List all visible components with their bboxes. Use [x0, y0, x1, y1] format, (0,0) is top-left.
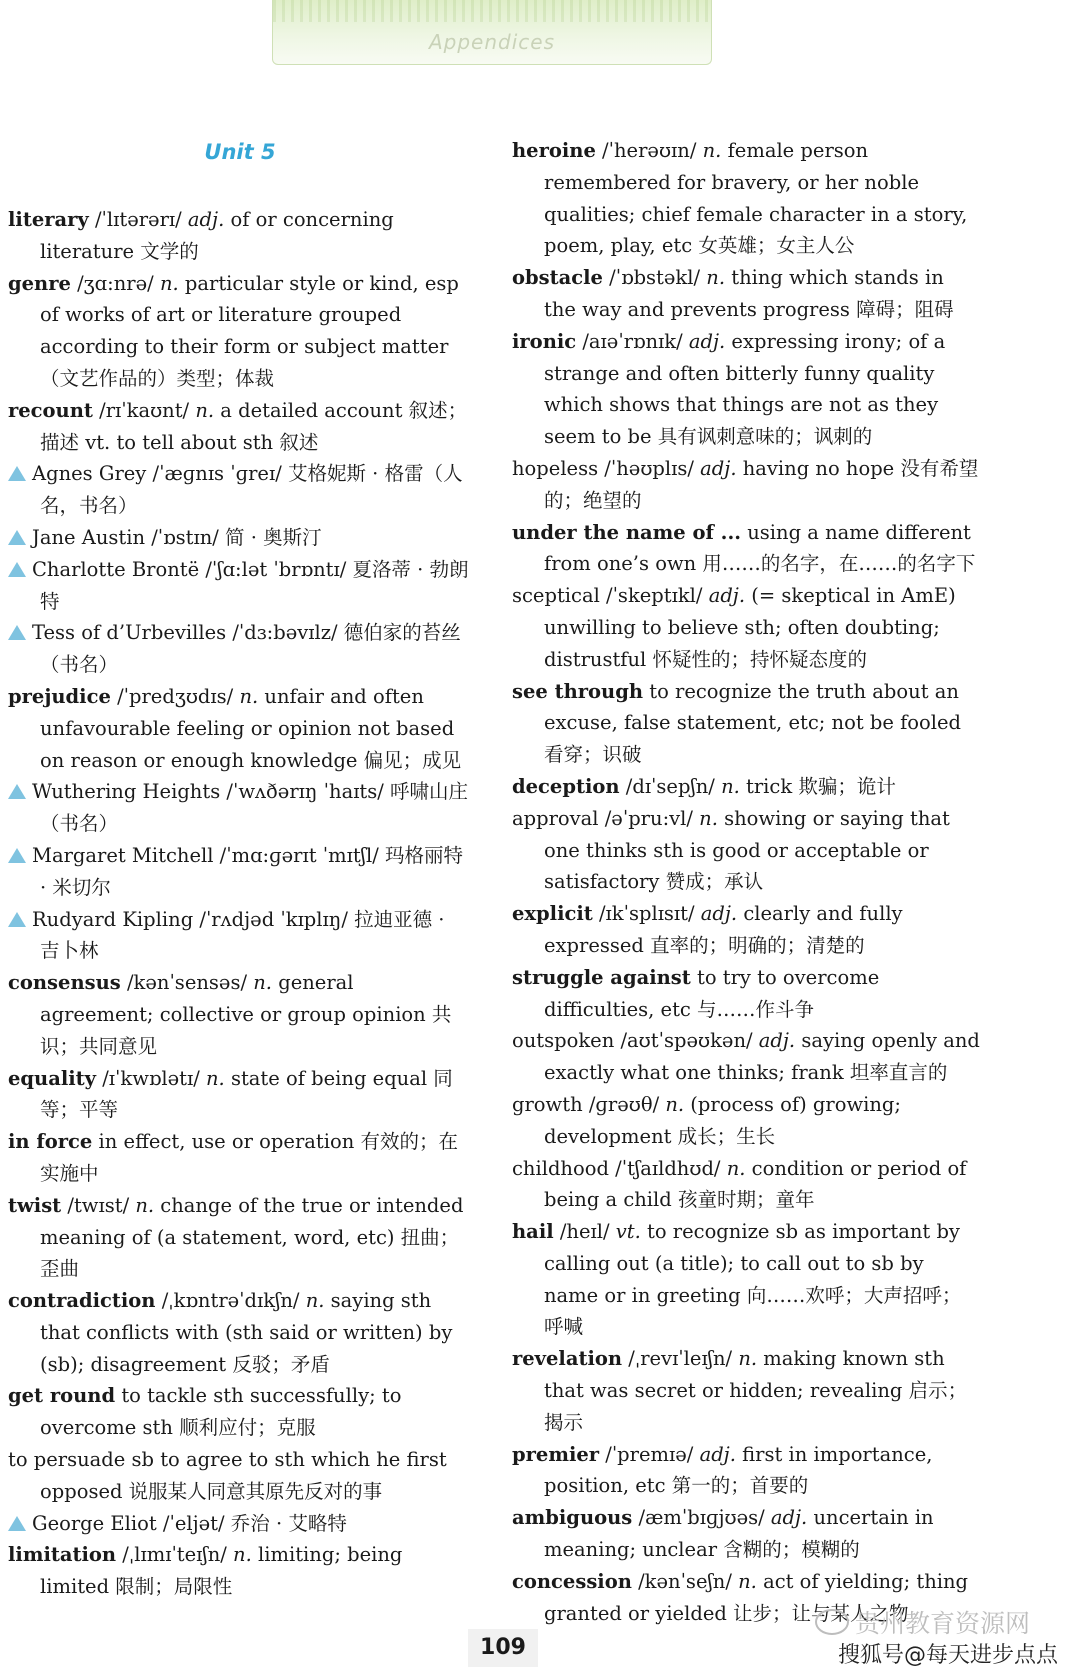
entry-definition: condition or period of being a child 孩童时期；童年 — [544, 1156, 967, 1212]
triangle-marker-icon — [8, 625, 26, 640]
entry-part-of-speech: n. — [135, 1193, 155, 1217]
entry-part-of-speech: n. — [239, 684, 259, 708]
entry-definition: saying sth that conflicts with (sth said or written) by (sb); disagreement 反驳；矛盾 — [40, 1289, 453, 1376]
entry-definition: trick 欺骗；诡计 — [739, 774, 896, 798]
glossary-entry — [512, 1025, 980, 1089]
entry-headword: heroine — [512, 139, 596, 162]
entry-definition: 拉迪亚德 · 吉卜林 — [40, 907, 445, 963]
entry-definition: unfair and often unfavourable feeling or opinion not based on reason or enough knowledge 偏见；成见 — [40, 684, 462, 772]
glossary-entry — [8, 1539, 470, 1603]
entry-definition: to recognize the truth about an excuse, false statement, etc; not be fooled 看穿；识破 — [544, 679, 962, 767]
right-glossary-column — [512, 135, 980, 1629]
entry-pronunciation: /ˈherəʊɪn/ — [595, 139, 703, 162]
entry-headword: ambiguous — [512, 1506, 633, 1530]
entry-part-of-speech: n. — [702, 139, 722, 162]
entry-definition: using a name different from one’s own 用……的名字，在……的名字下 — [544, 520, 976, 576]
glossary-entry — [8, 1063, 470, 1127]
entry-definition: expressing irony; of a strange and often bitterly funny quality which shows that things are not as they seem to be 具有讽刺意味的；讽刺的 — [544, 329, 946, 449]
entry-definition: general agreement; collective or group opinion 共识；共同意见 — [40, 971, 452, 1058]
entry-definition: (= skeptical in AmE) unwilling to believe sth; often doubting; distrustful 怀疑性的；持怀疑态度的 — [544, 584, 956, 671]
glossary-entry — [8, 1190, 470, 1285]
entry-pronunciation: growth /ɡrəʊθ/ — [512, 1092, 666, 1116]
entry-headword: concession — [512, 1569, 632, 1593]
triangle-marker-icon — [8, 530, 26, 545]
entry-headword: struggle against — [512, 965, 691, 989]
entry-pronunciation: outspoken /aʊtˈspəʊkən/ — [512, 1029, 759, 1053]
glossary-entry — [512, 1089, 980, 1153]
glossary-entry — [8, 395, 470, 459]
entry-pronunciation: /kənˈseʃn/ — [631, 1569, 739, 1593]
entry-pronunciation: hopeless /ˈhəʊplɪs/ — [512, 456, 701, 480]
entry-definition: 呼啸山庄（书名） — [40, 780, 469, 836]
entry-definition: of or concerning literature 文学的 — [40, 208, 394, 263]
entry-pronunciation: /ˈpremɪə/ — [599, 1442, 700, 1466]
entry-pronunciation: /dɪˈsepʃn/ — [619, 774, 722, 798]
entry-part-of-speech: adj. — [708, 584, 746, 608]
watermark-source — [815, 1604, 1030, 1640]
entry-headword: twist — [8, 1193, 62, 1217]
page-number: 109 — [468, 1629, 538, 1667]
entry-definition: particular style or kind, esp of works of art or literature grouped according to their form or subject matter（文艺作品的）类型；体裁 — [40, 271, 459, 390]
entry-definition: 乔治 · 艾略特 — [230, 1511, 347, 1535]
entry-part-of-speech: adj. — [700, 902, 738, 926]
glossary-entry — [512, 580, 980, 675]
entry-definition: female person remembered for bravery, or her noble qualities; chief female character in a story, poem, play, etc 女英雄；女主人公 — [544, 139, 968, 258]
entry-part-of-speech: n. — [721, 774, 740, 798]
entry-headword: consensus — [8, 971, 121, 995]
entry-part-of-speech: n. — [738, 1347, 758, 1371]
entry-headword: premier — [512, 1442, 600, 1466]
entry-part-of-speech: adj. — [770, 1506, 808, 1530]
glossary-entry — [8, 776, 470, 840]
entry-pronunciation: Rudyard Kipling /ˈrʌdjəd ˈkɪplɪŋ/ — [32, 907, 355, 931]
entry-part-of-speech: n. — [159, 271, 179, 295]
entry-headword: prejudice — [8, 684, 111, 708]
entry-definition: making known sth that was secret or hidden; revealing 启示；揭示 — [544, 1347, 968, 1434]
entry-pronunciation: Agnes Grey /ˈæɡnɪs ˈɡreɪ/ — [32, 462, 288, 486]
entry-pronunciation: childhood /ˈtʃaɪldhʊd/ — [512, 1156, 727, 1180]
entry-part-of-speech: n. — [253, 971, 273, 995]
entry-pronunciation: approval /əˈpru:vl/ — [512, 806, 700, 830]
entry-headword: revelation — [512, 1347, 623, 1371]
entry-headword: contradiction — [8, 1289, 156, 1313]
entry-definition: act of yielding; thing granted or yielded 让步；让与某人之物 — [544, 1569, 969, 1625]
entry-headword: ironic — [512, 329, 577, 353]
glossary-entry — [8, 1508, 470, 1540]
glossary-entry — [512, 1343, 980, 1438]
entry-headword: limitation — [8, 1543, 117, 1567]
entry-pronunciation: /rɪˈkaʊnt/ — [92, 398, 196, 422]
entry-part-of-speech: n. — [305, 1289, 325, 1313]
entry-part-of-speech: n. — [738, 1569, 757, 1593]
entry-definition: having no hope 没有希望的；绝望的 — [544, 456, 979, 512]
glossary-entry — [8, 268, 470, 395]
entry-pronunciation: /æmˈbɪɡjʊəs/ — [632, 1506, 771, 1530]
entry-definition: 德伯家的苔丝（书名） — [40, 621, 461, 677]
section-header-tab — [272, 0, 712, 65]
glossary-entry — [512, 803, 980, 898]
triangle-marker-icon — [8, 784, 26, 799]
entry-definition: 夏洛蒂 · 勃朗特 — [40, 557, 469, 613]
entry-part-of-speech: n. — [665, 1092, 685, 1116]
header-texture — [273, 0, 711, 22]
entry-pronunciation: Jane Austin /ˈɒstɪn/ — [32, 525, 226, 549]
entry-pronunciation: /ˈlɪtərərɪ/ — [88, 208, 188, 231]
glossary-entry — [8, 1380, 470, 1444]
glossary-entry — [512, 517, 980, 581]
unit-title: Unit 5 — [204, 140, 276, 164]
glossary-entry — [512, 453, 980, 517]
entry-definition: to persuade sb to agree to sth which he first opposed 说服某人同意其原先反对的事 — [8, 1448, 447, 1503]
entry-definition: uncertain in meaning; unclear 含糊的；模糊的 — [544, 1506, 934, 1562]
entry-definition: change of the true or intended meaning of (a statement, word, etc) 扭曲；歪曲 — [40, 1193, 464, 1281]
entry-definition: saying openly and exactly what one thinks; frank 坦率直言的 — [544, 1029, 980, 1085]
glossary-entry — [512, 1153, 980, 1217]
entry-part-of-speech: adj. — [187, 208, 225, 231]
entry-pronunciation: Tess of d’Urbevilles /ˈdɜ:bəvɪlz/ — [32, 621, 344, 645]
glossary-entry — [8, 681, 470, 776]
entry-definition: showing or saying that one thinks sth is good or acceptable or satisfactory 赞成；承认 — [544, 806, 950, 894]
glossary-entry — [512, 676, 980, 771]
entry-pronunciation: /heɪl/ — [553, 1220, 616, 1244]
entry-headword: get round — [8, 1384, 116, 1408]
entry-definition: a detailed account 叙述；描述 vt. to tell about sth 叙述 — [40, 398, 468, 454]
watermark-line1: 贵州教育资源网 — [855, 1609, 1031, 1638]
glossary-entry — [512, 1502, 980, 1566]
entry-part-of-speech: adj. — [699, 1442, 736, 1466]
glossary-entry — [512, 262, 980, 326]
entry-definition: clearly and fully expressed 直率的；明确的；清楚的 — [544, 902, 903, 957]
entry-headword: literary — [8, 208, 89, 231]
glossary-entry — [512, 1216, 980, 1343]
entry-headword: under the name of ... — [512, 520, 742, 544]
entry-headword: obstacle — [512, 266, 603, 290]
entry-headword: in force — [8, 1130, 93, 1154]
entry-pronunciation: Charlotte Brontë /ˈʃɑ:lət ˈbrɒntɪ/ — [32, 557, 353, 581]
entry-definition: first in importance, position, etc 第一的；首要的 — [544, 1442, 933, 1498]
entry-part-of-speech: n. — [706, 266, 726, 290]
triangle-marker-icon — [8, 1516, 26, 1531]
glossary-entry — [8, 1285, 470, 1380]
triangle-marker-icon — [8, 848, 26, 863]
entry-definition: to tackle sth successfully; to overcome sth 顺利应付；克服 — [40, 1384, 402, 1440]
glossary-entry — [8, 967, 470, 1062]
entry-definition: 艾格妮斯 · 格雷（人名，书名） — [40, 462, 463, 518]
glossary-entry — [8, 204, 470, 268]
entry-headword: hail — [512, 1220, 554, 1244]
entry-definition: to try to overcome difficulties, etc 与……作斗争 — [544, 965, 880, 1021]
entry-pronunciation: /ʒɑ:nrə/ — [70, 271, 160, 295]
entry-pronunciation: /ɪˈkwɒlətɪ/ — [96, 1066, 206, 1090]
entry-part-of-speech: vt. — [615, 1220, 641, 1244]
entry-headword: genre — [8, 271, 71, 295]
entry-pronunciation: George Eliot /ˈeljət/ — [32, 1511, 231, 1535]
entry-part-of-speech: n. — [726, 1156, 746, 1180]
glossary-entry — [512, 771, 980, 803]
entry-pronunciation: /ˌrevɪˈleɪʃn/ — [622, 1347, 739, 1371]
entry-part-of-speech: adj. — [688, 329, 726, 353]
entry-pronunciation: /ɪkˈsplɪsɪt/ — [592, 902, 701, 926]
entry-pronunciation: /aɪəˈrɒnɪk/ — [576, 329, 689, 353]
entry-part-of-speech: n. — [699, 806, 718, 830]
glossary-entry — [8, 840, 470, 904]
glossary-entry — [512, 326, 980, 453]
glossary-entry — [512, 898, 980, 962]
entry-definition: 简 · 奥斯汀 — [225, 525, 322, 549]
glossary-entry — [512, 135, 980, 262]
entry-headword: deception — [512, 774, 620, 798]
glossary-entry — [8, 1444, 470, 1508]
section-title: Appendices — [428, 30, 556, 54]
entry-definition: limiting; being limited 限制；局限性 — [40, 1543, 403, 1599]
entry-part-of-speech: adj. — [758, 1029, 796, 1053]
glossary-entry — [512, 1439, 980, 1503]
entry-headword: see through — [512, 679, 644, 703]
entry-pronunciation: /twɪst/ — [61, 1193, 136, 1217]
triangle-marker-icon — [8, 562, 26, 577]
triangle-marker-icon — [8, 466, 26, 481]
entry-headword: explicit — [512, 902, 593, 926]
watermark-account: 搜狐号@每天进步点点 — [838, 1643, 1059, 1668]
entry-pronunciation: /kənˈsensəs/ — [120, 971, 254, 995]
entry-pronunciation: sceptical /ˈskeptɪkl/ — [512, 584, 709, 608]
entry-definition: in effect, use or operation 有效的；在实施中 — [40, 1130, 458, 1185]
entry-pronunciation: Wuthering Heights /ˈwʌðərɪŋ ˈhaɪts/ — [32, 780, 391, 804]
triangle-marker-icon — [8, 912, 26, 927]
entry-definition: thing which stands in the way and prevents progress 障碍；阻碍 — [544, 266, 954, 321]
left-glossary-column — [8, 204, 470, 1603]
entry-headword: recount — [8, 398, 93, 422]
entry-definition: state of being equal 同等；平等 — [40, 1066, 453, 1122]
wechat-icon — [815, 1609, 849, 1635]
glossary-entry — [8, 904, 470, 968]
glossary-entry — [8, 617, 470, 681]
entry-definition: 玛格丽特 · 米切尔 — [40, 843, 463, 899]
entry-pronunciation: /ˈpredʒʊdɪs/ — [110, 684, 240, 708]
entry-part-of-speech: n. — [233, 1543, 252, 1567]
entry-pronunciation: Margaret Mitchell /ˈmɑ:ɡərɪt ˈmɪtʃl/ — [32, 843, 385, 867]
glossary-entry — [8, 554, 470, 618]
entry-pronunciation: /ˌkɒntrəˈdɪkʃn/ — [155, 1289, 306, 1313]
entry-part-of-speech: n. — [195, 398, 215, 422]
entry-headword: equality — [8, 1066, 97, 1090]
glossary-entry — [8, 458, 470, 522]
entry-definition: to recognize sb as important by calling out (a title); to call out to sb by name or in greeting 向……欢呼；大声招呼；呼喊 — [544, 1220, 962, 1339]
entry-part-of-speech: adj. — [700, 456, 737, 480]
entry-pronunciation: /ˌlɪmɪˈteɪʃn/ — [116, 1543, 234, 1567]
entry-pronunciation: /ˈɒbstəkl/ — [602, 266, 707, 290]
glossary-entry — [8, 522, 470, 554]
glossary-entry — [512, 962, 980, 1026]
entry-part-of-speech: n. — [206, 1066, 225, 1090]
glossary-entry — [8, 1126, 470, 1190]
entry-definition: (process of) growing; development 成长；生长 — [544, 1092, 901, 1148]
